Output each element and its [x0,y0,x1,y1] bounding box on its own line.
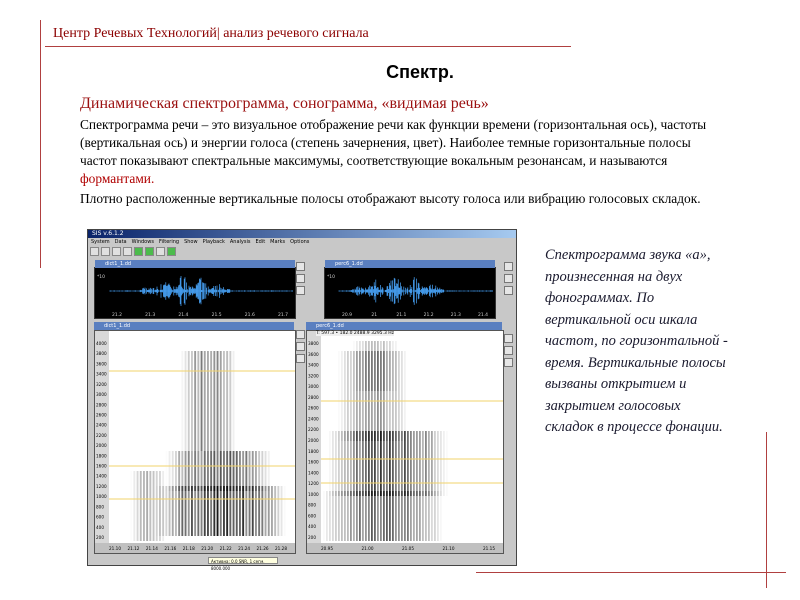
spec-y-tick-label: 2800 [96,402,107,408]
left-waveform-pane [94,261,296,319]
paragraph-vertical-bands: Плотно расположенные вертикальные полосы отображают высоту голоса или вибрацию голосовых складок. [80,191,701,206]
menu-bar [88,238,516,246]
right-spectrogram [307,331,503,553]
menu-item: Data [114,239,127,245]
wave-y-label: *10 [327,275,335,280]
spec-y-tick-label: 200 [308,535,316,540]
wave-x-tick-label: 21.3 [145,313,156,318]
menu-item: Options [290,239,310,245]
wave-x-tick-label: 20.9 [341,313,353,318]
side-button [296,330,305,339]
menu-item: Show [184,239,198,245]
side-button [296,274,305,283]
spec-y-tick-label: 400 [308,524,316,530]
menu-item: Playback [202,239,225,245]
spec-y-tick-label: 1400 [308,470,319,476]
left-rule [40,20,41,268]
spec-y-tick-label: 2000 [308,438,319,443]
spec-y-tick-label: 800 [96,504,104,510]
right-waveform [325,268,495,318]
slide-title: Спектр. [386,62,454,82]
spec-y-tick-label: 1200 [96,483,107,489]
toolbar-button [101,247,110,256]
spec-y-tick-label: 2400 [96,422,107,428]
spec-y-tick-label: 2400 [308,416,319,422]
cursor-readout: T: 597.3 • 182.0 2488.9 3295.3 Hz [316,331,395,336]
spec-y-tick-label: 1000 [96,494,107,500]
record-icon [167,247,176,256]
spec-y-tick-label: 3800 [96,351,107,357]
wave-x-tick-label: 21.5 [211,313,222,318]
menu-item: Analysis [229,239,251,245]
top-rule [45,46,571,47]
side-button [296,342,305,351]
side-button [296,262,305,271]
left-spectrogram-title: dict1_1.dd [94,322,294,330]
right-vertical-rule [766,432,767,588]
side-button [296,286,305,295]
spec-x-tick-label: 21.18 [182,546,195,551]
menu-item: Filtering [158,239,180,245]
spec-y-tick-label: 2200 [308,427,319,433]
spec-y-tick-label: 800 [308,502,316,508]
side-button [504,274,513,283]
spec-x-tick-label: 21.28 [275,546,287,551]
spec-x-tick-label: 20.95 [321,546,333,551]
spec-y-tick-label: 1600 [308,459,319,465]
wave-x-tick-label: 21.1 [396,313,407,318]
wave-x-tick-label: 21.6 [244,313,255,318]
spec-y-tick-label: 3600 [308,351,319,357]
spec-y-tick-label: 1000 [308,491,319,497]
slide-subtitle: Динамическая спектрограмма, сонограмма, «видимая речь» [80,95,489,112]
status-bar: Активна: 0.0 SNR, 1 сегм. 8000.000 [208,557,278,564]
spec-x-tick-label: 21.22 [219,546,232,551]
spec-x-tick-label: 21.24 [238,546,251,551]
wave-y-label: *10 [97,275,105,280]
spec-x-tick-label: 21.16 [164,546,177,551]
spec-y-tick-label: 2200 [96,432,107,438]
left-waveform-title: dict1_1.dd [95,260,295,268]
spec-x-tick-label: 21.12 [127,546,140,551]
wave-x-tick-label: 21.3 [450,313,461,318]
wave-x-tick-label: 21.4 [477,313,489,318]
spec-y-tick-label: 3000 [96,392,107,398]
toolbar-button [112,247,121,256]
side-button [504,346,513,355]
toolbar [90,247,176,256]
spec-y-tick-label: 3400 [96,371,107,377]
left-waveform [95,268,295,318]
menu-item: Marks [270,239,286,245]
menu-item: Windows [131,239,154,245]
menu-item: Edit [255,239,266,245]
right-spectrogram-pane [306,330,504,554]
side-button [504,358,513,367]
menu-item: System [91,239,110,245]
spec-y-tick-label: 400 [96,524,104,530]
spec-x-tick-label: 21.26 [256,546,269,551]
spec-y-tick-label: 600 [96,514,104,520]
spec-x-tick-label: 21.15 [483,546,495,551]
spec-y-tick-label: 2600 [96,412,107,418]
side-button [504,286,513,295]
wave-x-tick-label: 21.4 [178,313,189,318]
spec-x-tick-label: 21.20 [201,546,214,551]
spec-x-tick-label: 21.10 [109,546,121,551]
figure-caption: Спектрограмма звука «а», произнесенная на двух фонограммах. По вертикальной оси шкала частот, по горизонтальной - время. Вертикальные полосы вызваны открытием и закрытием голосовых складок в процессе фонации. [545,247,728,435]
wave-x-tick-label: 21.2 [423,313,434,318]
spec-y-tick-label: 200 [96,535,104,540]
wave-x-tick-label: 21.2 [111,313,123,318]
paragraph-spectrogram-definition [80,116,725,188]
right-waveform-title: perc6_1.dd [325,260,495,268]
toolbar-button [90,247,99,256]
right-waveform-pane [324,261,496,319]
formants-emphasis: формантами. [80,171,155,186]
spec-y-tick-label: 1200 [308,481,319,487]
spec-y-tick-label: 3200 [308,373,319,379]
bottom-rule [476,572,786,573]
spec-x-tick-label: 21.00 [361,546,374,551]
header-title: Центр Речевых Технологий| анализ речевого сигнала [53,26,369,41]
toolbar-button [156,247,165,256]
spectrogram-software-screenshot [87,229,517,571]
spec-y-tick-label: 3000 [308,384,319,390]
spec-y-tick-label: 1600 [96,463,107,469]
spec-x-tick-label: 21.14 [145,546,158,551]
spec-y-tick-label: 2600 [308,405,319,411]
spec-y-tick-label: 1800 [96,453,107,459]
right-spectrogram-title: perc6_1.dd [306,322,502,330]
spec-y-tick-label: 3600 [96,361,107,367]
toolbar-button [123,247,132,256]
spec-y-tick-label: 3400 [308,362,319,368]
wave-x-tick-label: 21 [371,313,378,318]
spec-y-tick-label: 1400 [96,473,107,479]
spec-x-tick-label: 21.05 [402,546,414,551]
spec-y-tick-label: 2000 [96,443,107,449]
paragraph-text: Спектрограмма речи – это визуальное отображение речи как функции времени (горизонтальная ось), частоты (вертикальная ось) и энергии голоса (степень зачернения, цвет). Наиболее темные горизонтальные полосы частот показывают спектральные максимумы, соответствующие вокальным резонансам, и называются [80,117,707,168]
play-icon [145,247,154,256]
side-button [296,354,305,363]
spec-y-tick-label: 1800 [308,448,319,454]
spec-x-tick-label: 21.10 [442,546,455,551]
spec-y-tick-label: 2800 [308,394,319,400]
window-titlebar: SIS v.6.1.2 [88,230,516,238]
play-icon [134,247,143,256]
spec-y-tick-label: 600 [308,513,316,519]
wave-x-tick-label: 21.7 [277,313,289,318]
side-button [504,334,513,343]
spec-y-tick-label: 3800 [308,341,319,346]
spec-y-tick-label: 3200 [96,381,107,387]
left-spectrogram [95,331,295,553]
spec-y-tick-label: 4000 [96,341,107,346]
side-button [504,262,513,271]
left-spectrogram-pane [94,330,296,554]
